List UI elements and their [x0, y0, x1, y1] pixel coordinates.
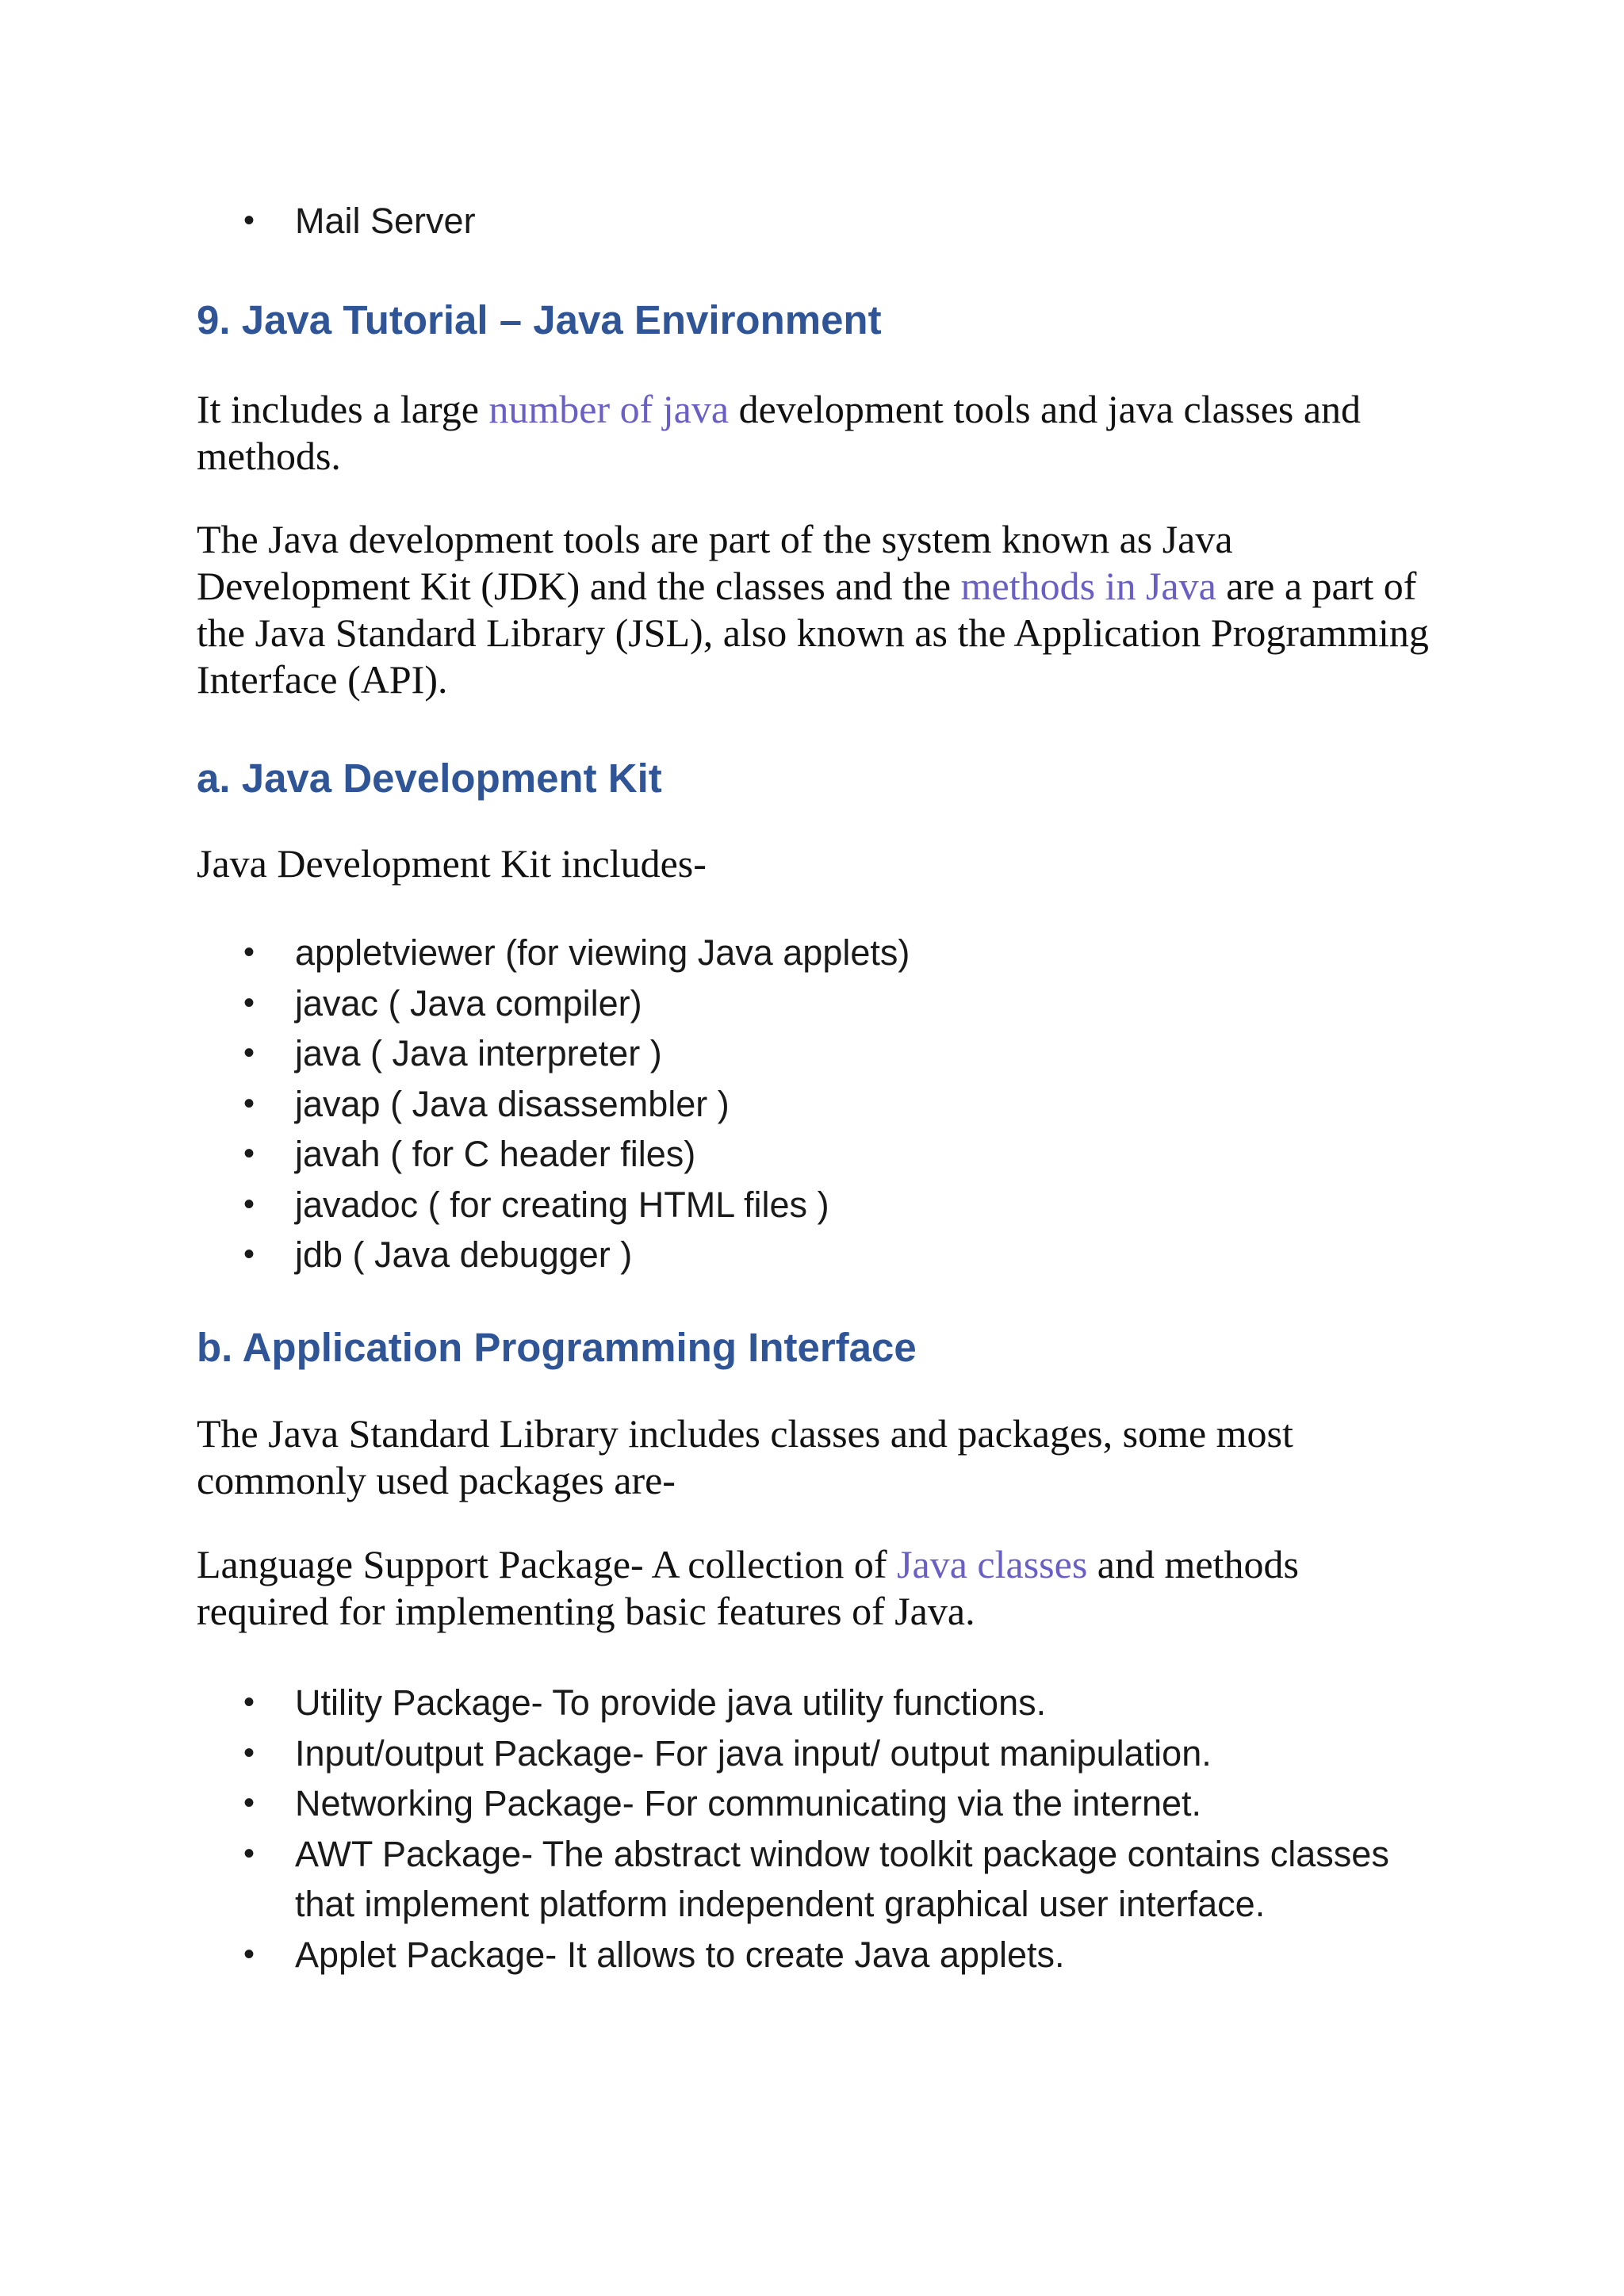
- list-item: • Mail Server: [197, 196, 1434, 247]
- section-heading-api: b. Application Programming Interface: [197, 1325, 917, 1370]
- link-methods-in-java[interactable]: methods in Java: [960, 564, 1216, 608]
- list-item: • javap ( Java disassembler ): [197, 1079, 1434, 1130]
- text: It includes a large: [197, 387, 489, 431]
- list-item: • javah ( for C header files): [197, 1129, 1434, 1180]
- top-list: [197, 196, 1434, 247]
- section-heading-jdk: a. Java Development Kit: [197, 756, 662, 801]
- paragraph-api-intro: The Java Standard Library includes classes and packages, some most commonly used packages are-: [197, 1411, 1293, 1502]
- paragraph-development-tools: [197, 516, 1434, 703]
- list-item: • javac ( Java compiler): [197, 978, 1434, 1029]
- list-item: • AWT Package- The abstract window toolkit package contains classes that implement platform independent graphical user interface.: [197, 1829, 1450, 1930]
- list-item: • Applet Package- It allows to create Java applets.: [197, 1930, 1450, 1980]
- list-item: • jdb ( Java debugger ): [197, 1230, 1434, 1280]
- text: development tools and java classes and methods.: [197, 387, 1362, 478]
- list-item: • Networking Package- For communicating via the internet.: [197, 1778, 1450, 1829]
- list-item: • appletviewer (for viewing Java applets): [197, 928, 1434, 978]
- api-packages-list: [197, 1678, 1450, 1980]
- text: Language Support Package- A collection of: [197, 1542, 898, 1586]
- paragraph-language-support: [197, 1541, 1402, 1635]
- list-item: • Input/output Package- For java input/ output manipulation.: [197, 1728, 1450, 1779]
- paragraph-jdk-intro: Java Development Kit includes-: [197, 841, 707, 886]
- text: are a part of the Java Standard Library (JSL), also known as the Application Programming Interface (API).: [197, 564, 1429, 702]
- list-item: • javadoc ( for creating HTML files ): [197, 1180, 1434, 1230]
- text: and methods required for implementing basic features of Java.: [197, 1542, 1299, 1633]
- paragraph-includes: [197, 386, 1418, 480]
- text: The Java development tools are part of the system known as Java Development Kit (JDK) and the classes and the: [197, 517, 1233, 608]
- jdk-tools-list: [197, 928, 1434, 1280]
- list-item: • Utility Package- To provide java utility functions.: [197, 1678, 1450, 1728]
- section-heading-java-environment: 9. Java Tutorial – Java Environment: [197, 297, 882, 342]
- link-number-of-java[interactable]: number of java: [488, 387, 730, 431]
- list-item: • java ( Java interpreter ): [197, 1028, 1434, 1079]
- link-java-classes[interactable]: Java classes: [897, 1542, 1088, 1586]
